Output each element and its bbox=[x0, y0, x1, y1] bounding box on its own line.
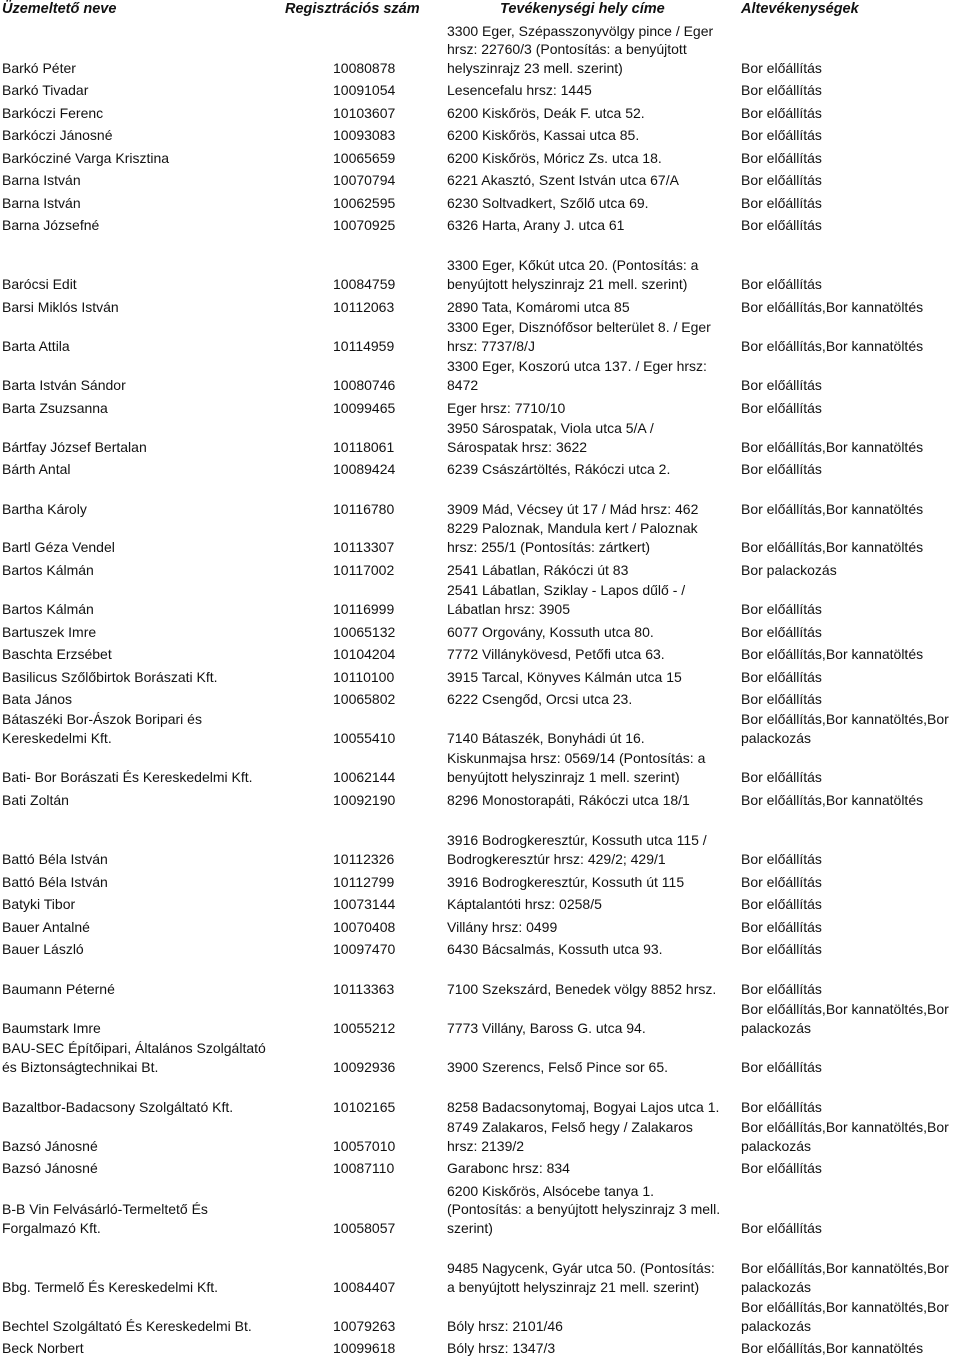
registration-number-cell: 10102165 bbox=[333, 1098, 396, 1115]
operator-name-cell: Bártfay József Bertalan bbox=[2, 438, 147, 455]
sub-activities-cell: Bor előállítás bbox=[741, 171, 822, 188]
activity-location-cell: 2541 Lábatlan, Rákóczi út 83 bbox=[447, 561, 629, 578]
registration-number-cell: 10091054 bbox=[333, 81, 396, 98]
operator-name-cell: Bátaszéki Bor-Ászok Boripari és Kereskedelmi Kft. bbox=[2, 711, 202, 746]
registration-number-cell: 10070408 bbox=[333, 918, 396, 935]
operator-name-cell: Bbg. Termelő És Kereskedelmi Kft. bbox=[2, 1278, 219, 1295]
operator-name-cell: Baumstark Imre bbox=[2, 1019, 101, 1036]
activity-location-cell: 3300 Eger, Disznófősor belterület 8. / Eger hrsz: 7737/8/J bbox=[447, 319, 711, 354]
activity-location-cell: 3916 Bodrogkeresztúr, Kossuth utca 115 / Bodrogkeresztúr hrsz: 429/2; 429/1 bbox=[447, 832, 707, 867]
activity-location-cell: 3909 Mád, Vécsey út 17 / Mád hrsz: 462 bbox=[447, 500, 699, 517]
operator-name-cell: Barkóczi Ferenc bbox=[2, 104, 104, 121]
registration-number-cell: 10080878 bbox=[333, 59, 396, 76]
table-row bbox=[0, 20, 960, 77]
registration-number-cell: 10113363 bbox=[333, 980, 395, 997]
activity-location-cell: Garabonc hrsz: 834 bbox=[447, 1159, 570, 1176]
table-row bbox=[0, 1117, 960, 1155]
table-row bbox=[0, 642, 960, 663]
registration-number-cell: 10110100 bbox=[333, 668, 395, 685]
operator-name-cell: Bazsó Jánosné bbox=[2, 1159, 98, 1176]
table-row bbox=[0, 395, 960, 417]
operator-name-cell: Baschta Erzsébet bbox=[2, 645, 112, 662]
sub-activities-cell: Bor előállítás bbox=[741, 690, 822, 707]
registration-number-cell: 10070794 bbox=[333, 171, 396, 188]
sub-activities-cell: Bor előállítás bbox=[741, 399, 822, 416]
sub-activities-cell: Bor előállítás bbox=[741, 1058, 822, 1075]
activity-location-cell: 6077 Orgovány, Kossuth utca 80. bbox=[447, 623, 654, 640]
table-row bbox=[0, 479, 960, 518]
table-row bbox=[0, 317, 960, 355]
sub-activities-cell: Bor palackozás bbox=[741, 561, 837, 578]
registration-number-cell: 10112799 bbox=[333, 873, 395, 890]
operator-name-cell: Bartl Géza Vendel bbox=[2, 538, 115, 555]
activity-location-cell: 2890 Tata, Komáromi utca 85 bbox=[447, 298, 630, 315]
table-row bbox=[0, 213, 960, 234]
registration-number-cell: 10097470 bbox=[333, 940, 396, 957]
operator-name-cell: Bartha Károly bbox=[2, 500, 87, 517]
sub-activities-cell: Bor előállítás bbox=[741, 376, 822, 393]
activity-location-cell: 3915 Tarcal, Könyves Kálmán utca 15 bbox=[447, 668, 682, 685]
sub-activities-cell: Bor előállítás bbox=[741, 149, 822, 166]
table-row bbox=[0, 999, 960, 1037]
table-row bbox=[0, 1238, 960, 1296]
table-row bbox=[0, 687, 960, 708]
operator-name-cell: Bauer László bbox=[2, 940, 84, 957]
operator-name-cell: Barta Zsuzsanna bbox=[2, 399, 108, 416]
sub-activities-cell: Bor előállítás bbox=[741, 918, 822, 935]
operator-name-cell: Barkó Péter bbox=[2, 59, 76, 76]
sub-activities-cell: Bor előállítás bbox=[741, 460, 822, 477]
registration-number-cell: 10099618 bbox=[333, 1339, 396, 1356]
table-row bbox=[0, 235, 960, 293]
registration-number-cell: 10112326 bbox=[333, 850, 395, 867]
activity-location-cell: 7140 Bátaszék, Bonyhádi út 16. bbox=[447, 729, 645, 746]
registration-number-cell: 10099465 bbox=[333, 399, 396, 416]
operator-name-cell: Beck Norbert bbox=[2, 1339, 84, 1356]
registration-number-cell: 10080746 bbox=[333, 376, 396, 393]
activity-location-cell: 6200 Kiskőrös, Deák F. utca 52. bbox=[447, 104, 645, 121]
sub-activities-cell: Bor előállítás bbox=[741, 940, 822, 957]
registration-number-cell: 10065132 bbox=[333, 623, 396, 640]
sub-activities-cell: Bor előállítás bbox=[741, 895, 822, 912]
sub-activities-cell: Bor előállítás bbox=[741, 873, 822, 890]
sub-activities-cell: Bor előállítás bbox=[741, 104, 822, 121]
activity-location-cell: 3300 Eger, Kőkút utca 20. (Pontosítás: a benyújtott helyszinrajz 21 mell. szerint) bbox=[447, 257, 699, 292]
activity-location-cell: 6239 Császártöltés, Rákóczi utca 2. bbox=[447, 460, 671, 477]
operator-name-cell: Barkó Tivadar bbox=[2, 81, 89, 98]
header-sub-activities: Altevékenységek bbox=[741, 1, 859, 17]
operator-name-cell: Bazaltbor-Badacsony Szolgáltató Kft. bbox=[2, 1098, 234, 1115]
sub-activities-cell: Bor előállítás,Bor kannatöltés bbox=[741, 337, 924, 354]
operator-name-cell: Barkóczi Jánosné bbox=[2, 126, 113, 143]
table-row bbox=[0, 100, 960, 122]
table-row bbox=[0, 664, 960, 686]
registration-number-cell: 10117002 bbox=[333, 561, 395, 578]
registration-number-cell: 10079263 bbox=[333, 1317, 396, 1334]
activity-location-cell: 6222 Csengőd, Orcsi utca 23. bbox=[447, 690, 633, 707]
activity-location-cell: Lesencefalu hrsz: 1445 bbox=[447, 81, 592, 98]
sub-activities-cell: Bor előállítás bbox=[741, 1219, 822, 1236]
table-row bbox=[0, 457, 960, 478]
activity-location-cell: 7772 Villánykövesd, Petőfi utca 63. bbox=[447, 645, 665, 662]
activity-location-cell: 3900 Szerencs, Felső Pince sor 65. bbox=[447, 1058, 669, 1075]
table-row bbox=[0, 619, 960, 641]
registration-number-cell: 10073144 bbox=[333, 895, 396, 912]
operator-name-cell: Bati Zoltán bbox=[2, 791, 69, 808]
operator-name-cell: Barna István bbox=[2, 171, 81, 188]
sub-activities-cell: Bor előállítás bbox=[741, 980, 822, 997]
table-row bbox=[0, 123, 960, 144]
table-row bbox=[0, 959, 960, 998]
table-row bbox=[0, 190, 960, 212]
activity-location-cell: Villány hrsz: 0499 bbox=[447, 918, 558, 935]
activity-location-cell: 6230 Soltvadkert, Szőlő utca 69. bbox=[447, 194, 649, 211]
table-row bbox=[0, 168, 960, 189]
registration-number-cell: 10104204 bbox=[333, 645, 396, 662]
registration-number-cell: 10062595 bbox=[333, 194, 396, 211]
operator-name-cell: Bechtel Szolgáltató És Kereskedelmi Bt. bbox=[2, 1317, 252, 1334]
registration-number-cell: 10084407 bbox=[333, 1278, 396, 1295]
registration-number-cell: 10058057 bbox=[333, 1219, 396, 1236]
activity-location-cell: 9485 Nagycenk, Gyár utca 50. (Pontosítás: a benyújtott helyszinrajz 21 mell. szerint) bbox=[447, 1260, 715, 1295]
registration-number-cell: 10070925 bbox=[333, 216, 396, 233]
table-row bbox=[0, 787, 960, 809]
table-row bbox=[0, 78, 960, 99]
sub-activities-cell: Bor előállítás,Bor kannatöltés,Bor palackozás bbox=[741, 1119, 949, 1154]
activity-location-cell: 3916 Bodrogkeresztúr, Kossuth út 115 bbox=[447, 873, 685, 890]
sub-activities-cell: Bor előállítás bbox=[741, 275, 822, 292]
operator-name-cell: Bárth Antal bbox=[2, 460, 71, 477]
sub-activities-cell: Bor előállítás,Bor kannatöltés bbox=[741, 538, 924, 555]
sub-activities-cell: Bor előállítás,Bor kannatöltés bbox=[741, 500, 924, 517]
table-row bbox=[0, 914, 960, 936]
operator-name-cell: Barsi Miklós István bbox=[2, 298, 119, 315]
sub-activities-cell: Bor előállítás bbox=[741, 216, 822, 233]
activity-location-cell: 7773 Villány, Baross G. utca 94. bbox=[447, 1019, 646, 1036]
operator-name-cell: Baumann Péterné bbox=[2, 980, 115, 997]
operator-name-cell: Bati- Bor Borászati És Kereskedelmi Kft. bbox=[2, 768, 253, 785]
registration-number-cell: 10093083 bbox=[333, 126, 396, 143]
operator-name-cell: B-B Vin Felvásárló-Termeltető És Forgalmazó Kft. bbox=[2, 1201, 208, 1236]
activity-location-cell: 2541 Lábatlan, Sziklay - Lapos dűlő - / Lábatlan hrsz: 3905 bbox=[447, 582, 686, 617]
registration-number-cell: 10116999 bbox=[333, 600, 395, 617]
activity-location-cell: 8229 Paloznak, Mandula kert / Paloznak hrsz: 255/1 (Pontosítás: zártkert) bbox=[447, 520, 698, 555]
sub-activities-cell: Bor előállítás,Bor kannatöltés,Bor palackozás bbox=[741, 1299, 949, 1334]
activity-location-cell: 3300 Eger, Koszorú utca 137. / Eger hrsz: 8472 bbox=[447, 358, 707, 393]
activity-location-cell: Kiskunmajsa hrsz: 0569/14 (Pontosítás: a benyújtott helyszinrajz 1 mell. szerint) bbox=[447, 750, 706, 785]
sub-activities-cell: Bor előállítás,Bor kannatöltés bbox=[741, 438, 924, 455]
table-row bbox=[0, 1336, 960, 1357]
table-row bbox=[0, 748, 960, 786]
operator-name-cell: Barna Józsefné bbox=[2, 216, 100, 233]
operator-name-cell: Battó Béla István bbox=[2, 873, 108, 890]
table-row bbox=[0, 1156, 960, 1177]
registration-number-cell: 10092190 bbox=[333, 791, 396, 808]
sub-activities-cell: Bor előállítás,Bor kannatöltés,Bor palackozás bbox=[741, 1001, 949, 1036]
table-row bbox=[0, 869, 960, 891]
sub-activities-cell: Bor előállítás bbox=[741, 850, 822, 867]
activity-location-cell: Káptalantóti hrsz: 0258/5 bbox=[447, 895, 602, 912]
table-row bbox=[0, 810, 960, 868]
table-row bbox=[0, 519, 960, 556]
activity-location-cell: 6200 Kiskőrös, Kassai utca 85. bbox=[447, 126, 640, 143]
activity-location-cell: 7100 Szekszárd, Benedek völgy 8852 hrsz. bbox=[447, 980, 717, 997]
activity-location-cell: 8296 Monostorapáti, Rákóczi utca 18/1 bbox=[447, 791, 690, 808]
registration-number-cell: 10084759 bbox=[333, 275, 396, 292]
registration-number-cell: 10089424 bbox=[333, 460, 396, 477]
sub-activities-cell: Bor előállítás bbox=[741, 81, 822, 98]
sub-activities-cell: Bor előállítás,Bor kannatöltés bbox=[741, 645, 924, 662]
table-row bbox=[0, 418, 960, 456]
table-row bbox=[0, 937, 960, 958]
sub-activities-cell: Bor előállítás,Bor kannatöltés bbox=[741, 791, 924, 808]
table-row bbox=[0, 356, 960, 394]
activity-location-cell: 3300 Eger, Szépasszonyvölgy pince / Eger hrsz: 22760/3 (Pontosítás: a benyújtott helyszinrajz 23 mell. szerint) bbox=[447, 22, 714, 76]
sub-activities-cell: Bor előállítás bbox=[741, 768, 822, 785]
registration-number-cell: 10057010 bbox=[333, 1137, 396, 1154]
table-row bbox=[0, 1038, 960, 1076]
operator-name-cell: BAU-SEC Építőipari, Általános Szolgáltató és Biztonságtechnikai Bt. bbox=[2, 1040, 266, 1075]
table-row bbox=[0, 1297, 960, 1335]
table-row bbox=[0, 1077, 960, 1116]
registration-number-cell: 10114959 bbox=[333, 337, 395, 354]
table-row bbox=[0, 557, 960, 579]
operator-name-cell: Bauer Antalné bbox=[2, 918, 90, 935]
registration-number-cell: 10118061 bbox=[333, 438, 395, 455]
operator-name-cell: Barta Attila bbox=[2, 337, 70, 354]
sub-activities-cell: Bor előállítás,Bor kannatöltés bbox=[741, 298, 924, 315]
registration-number-cell: 10065802 bbox=[333, 690, 396, 707]
registration-number-cell: 10113307 bbox=[333, 538, 395, 555]
activity-location-cell: 3950 Sárospatak, Viola utca 5/A / Sárospatak hrsz: 3622 bbox=[447, 420, 654, 455]
table-row bbox=[0, 709, 960, 747]
activity-location-cell: Eger hrsz: 7710/10 bbox=[447, 399, 566, 416]
header-operator-name: Üzemeltető neve bbox=[2, 1, 117, 17]
operator-name-cell: Battó Béla István bbox=[2, 850, 108, 867]
activity-location-cell: Bóly hrsz: 1347/3 bbox=[447, 1339, 556, 1356]
registration-number-cell: 10062144 bbox=[333, 768, 396, 785]
operator-name-cell: Batyki Tibor bbox=[2, 895, 76, 912]
activity-location-cell: 8749 Zalakaros, Felső hegy / Zalakaros hrsz: 2139/2 bbox=[447, 1119, 693, 1154]
sub-activities-cell: Bor előállítás bbox=[741, 59, 822, 76]
registration-number-cell: 10065659 bbox=[333, 149, 396, 166]
activity-location-cell: 6430 Bácsalmás, Kossuth utca 93. bbox=[447, 940, 663, 957]
header-registration-number: Regisztrációs szám bbox=[285, 1, 420, 17]
activity-location-cell: 6326 Harta, Arany J. utca 61 bbox=[447, 216, 625, 233]
registration-number-cell: 10055410 bbox=[333, 729, 396, 746]
operator-name-cell: Barna István bbox=[2, 194, 81, 211]
operator-name-cell: Bata János bbox=[2, 690, 73, 707]
operator-name-cell: Bartuszek Imre bbox=[2, 623, 97, 640]
operator-name-cell: Barkócziné Varga Krisztina bbox=[2, 149, 170, 166]
sub-activities-cell: Bor előállítás,Bor kannatöltés bbox=[741, 1339, 924, 1356]
registration-number-cell: 10087110 bbox=[333, 1159, 395, 1176]
sub-activities-cell: Bor előállítás bbox=[741, 126, 822, 143]
sub-activities-cell: Bor előállítás,Bor kannatöltés,Bor palackozás bbox=[741, 711, 949, 746]
sub-activities-cell: Bor előállítás bbox=[741, 1159, 822, 1176]
registration-number-cell: 10092936 bbox=[333, 1058, 396, 1075]
activity-location-cell: Bóly hrsz: 2101/46 bbox=[447, 1317, 563, 1334]
operator-name-cell: Bazsó Jánosné bbox=[2, 1137, 98, 1154]
registration-number-cell: 10103607 bbox=[333, 104, 396, 121]
sub-activities-cell: Bor előállítás bbox=[741, 600, 822, 617]
activity-location-cell: 6200 Kiskőrös, Móricz Zs. utca 18. bbox=[447, 149, 662, 166]
operator-name-cell: Barta István Sándor bbox=[2, 376, 126, 393]
sub-activities-cell: Bor előállítás bbox=[741, 1098, 822, 1115]
sub-activities-cell: Bor előállítás bbox=[741, 668, 822, 685]
table-row bbox=[0, 294, 960, 316]
registration-number-cell: 10116780 bbox=[333, 500, 395, 517]
registration-number-cell: 10112063 bbox=[333, 298, 395, 315]
sub-activities-cell: Bor előállítás,Bor kannatöltés,Bor palackozás bbox=[741, 1260, 949, 1295]
operator-name-cell: Barócsi Edit bbox=[2, 275, 77, 292]
table-row bbox=[0, 1178, 960, 1237]
operator-name-cell: Basilicus Szőlőbirtok Borászati Kft. bbox=[2, 668, 218, 685]
table-row bbox=[0, 580, 960, 618]
activity-location-cell: 6221 Akasztó, Szent István utca 67/A bbox=[447, 171, 679, 188]
activity-location-cell: 6200 Kiskőrös, Alsócebe tanya 1. (Pontosítás: a benyújtott helyszinrajz 3 mell. szerint) bbox=[447, 1182, 721, 1236]
sub-activities-cell: Bor előállítás bbox=[741, 194, 822, 211]
table-row bbox=[0, 892, 960, 913]
operator-name-cell: Bartos Kálmán bbox=[2, 600, 94, 617]
sub-activities-cell: Bor előállítás bbox=[741, 623, 822, 640]
table-row bbox=[0, 145, 960, 167]
registration-number-cell: 10055212 bbox=[333, 1019, 396, 1036]
operator-name-cell: Bartos Kálmán bbox=[2, 561, 94, 578]
header-activity-location: Tevékenységi hely címe bbox=[500, 1, 665, 17]
activity-location-cell: 8258 Badacsonytomaj, Bogyai Lajos utca 1. bbox=[447, 1098, 720, 1115]
